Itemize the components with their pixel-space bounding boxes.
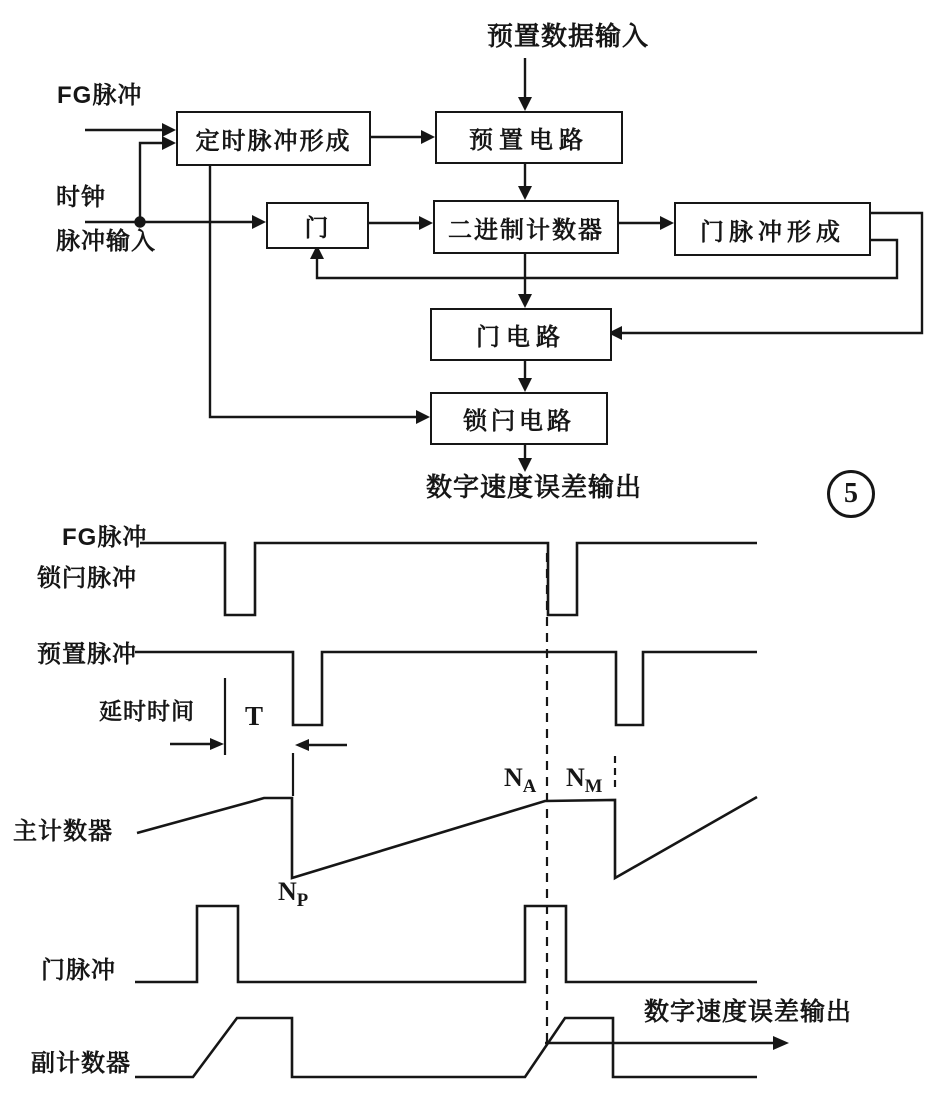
arrow-error-output [773,1036,789,1050]
arrow-to-latch-left [416,410,430,424]
arrow-preset-data [518,97,532,111]
clock-junction-dot [136,218,145,227]
fg-pulse-input-label: FG脉冲 [57,82,143,109]
arrow-to-preset-circuit [421,130,435,144]
na-base: N [504,763,523,792]
preset-pulse-row-label: 预置脉冲 [37,641,137,668]
na-sub: A [522,776,537,798]
na-count-label [504,764,536,798]
gate-pulse-forming-box: 门脉冲形成 [674,202,871,256]
fg-latch-pulse-waveform [140,543,757,615]
clock-input-label-line2: 脉冲输入 [56,228,156,255]
arrow-counter-to-gatepulse [660,216,674,230]
np-sub: P [296,890,309,912]
gate-pulse-row-label: 门脉冲 [41,957,116,984]
arrow-delay-left [295,739,309,751]
arrow-latch-output [518,458,532,472]
gate-circuit-box: 门电路 [430,308,612,361]
gate-pulse-waveform [135,906,757,982]
arrow-preset-to-counter [518,186,532,200]
np-count-label [278,878,308,912]
digital-error-output-label-top: 数字速度误差输出 [426,472,643,502]
delay-symbol-label: T [245,701,264,731]
sub-counter-waveform [135,1018,757,1077]
preset-pulse-waveform [135,652,757,725]
digital-error-output-label-bottom: 数字速度误差输出 [644,998,853,1026]
figure-number-badge: 5 [827,470,875,518]
clock-input-label-line1: 时钟 [56,184,106,211]
main-counter-row-label: 主计数器 [13,818,113,845]
sub-counter-row-label: 副计数器 [31,1050,131,1077]
preset-circuit-box: 预置电路 [435,111,623,164]
timing-diagram-waveforms [135,543,757,1077]
nm-sub: M [584,776,603,798]
arrow-fg-input [162,123,176,137]
arrow-gatecircuit-to-latch [518,378,532,392]
arrow-delay-right [210,738,224,750]
timing-to-latch-line [210,162,418,417]
arrow-counter-to-gatecircuit [518,294,532,308]
nm-base: N [566,763,585,792]
arrow-clock-branch [162,136,176,150]
latch-circuit-box: 锁闩电路 [430,392,608,445]
arrow-clock-to-gate [252,215,266,229]
arrow-gate-to-counter [419,216,433,230]
gate-box: 门 [266,202,369,249]
nm-count-label [566,764,602,798]
fg-pulse-row-label: FG脉冲 [62,524,148,551]
timing-pulse-forming-box: 定时脉冲形成 [176,111,371,166]
binary-counter-box: 二进制计数器 [433,200,619,254]
main-counter-waveform [137,797,757,878]
clock-branch-line [140,143,164,222]
np-base: N [278,877,297,906]
delay-time-label: 延时时间 [99,698,195,724]
latch-pulse-row-label: 锁闩脉冲 [37,565,137,592]
preset-data-input-label: 预置数据输入 [487,21,650,51]
